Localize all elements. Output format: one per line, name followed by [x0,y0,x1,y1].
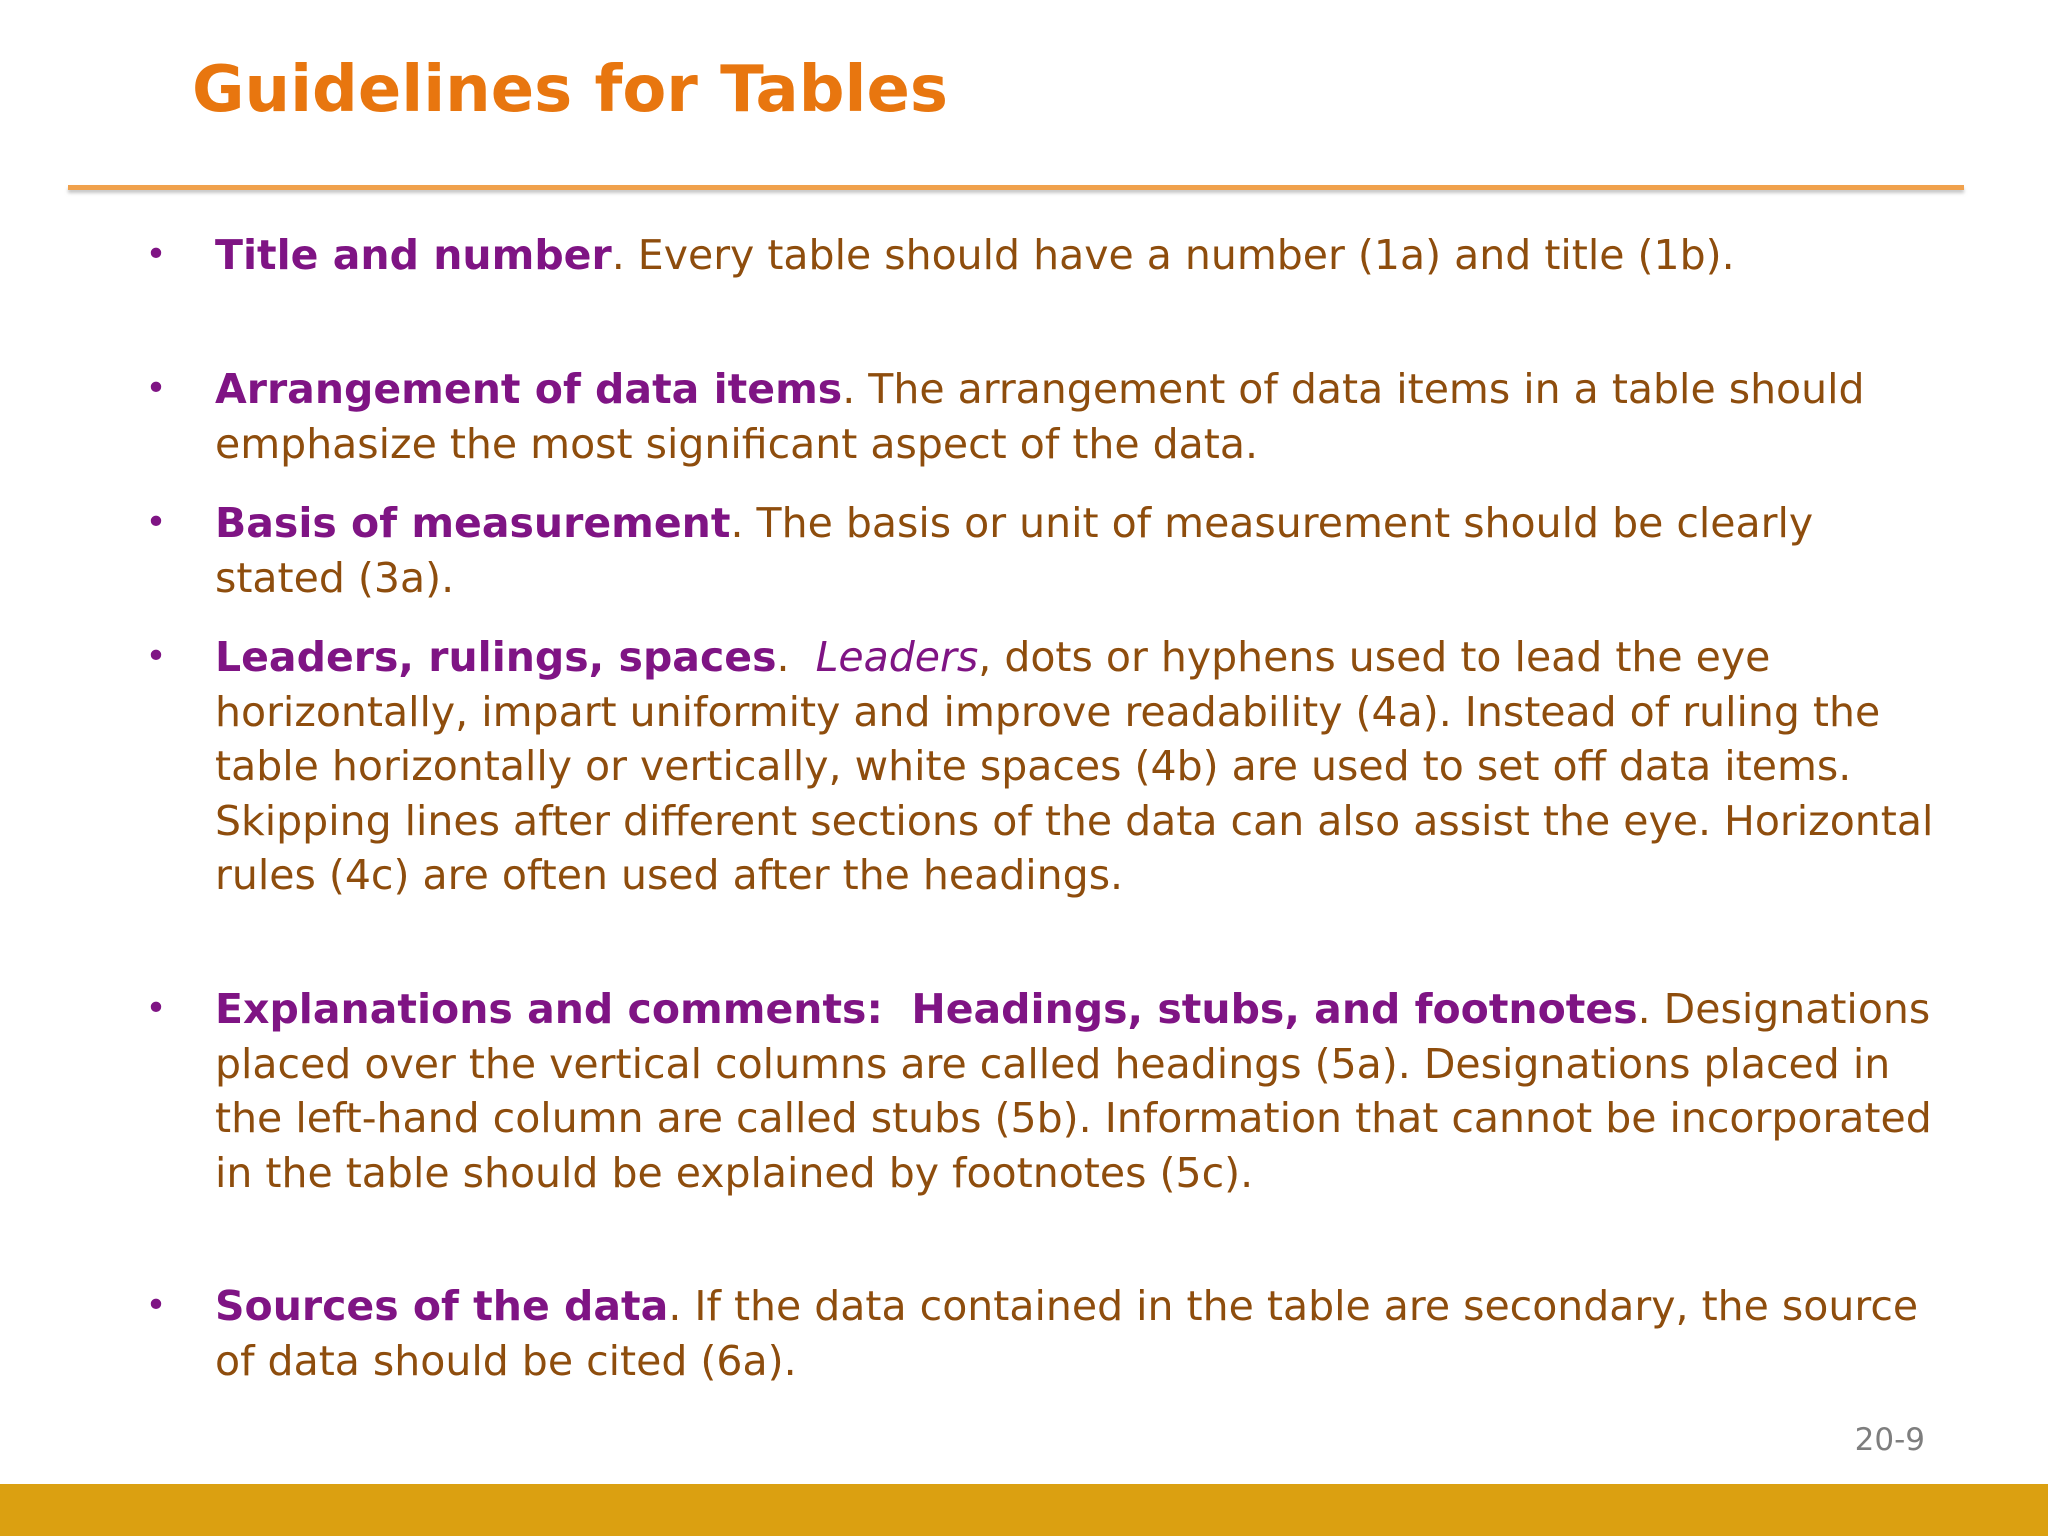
bullet-heading: Explanations and comments: Headings, stubs, and footnotes [215,985,1638,1033]
bullet-term: Leaders [815,633,979,681]
bullet-text: If the data contained in the table are secondary, the source of data should be cited (6a). [215,1282,1919,1385]
bullet-text: The basis or unit of measurement should be clearly stated (3a). [215,499,1814,602]
footer-bar [0,1484,2048,1536]
bullet-separator: . [668,1282,682,1330]
bullet-dot-icon: • [145,368,167,409]
bullet-separator: . [730,499,744,547]
bullet-arrangement-of-data-items [145,362,1935,471]
bullet-text: , dots or hyphens used to lead the eye horizontally, impart uniformity and improve readability (4a). Instead of ruling the table horizontally or vertically, white spaces (4b) are used to set off data items. Skipping lines after different sections of the data can also assist the eye. Horizontal rules (4c) are often used after the headings. [215,633,1934,899]
bullet-explanations-and-comments [145,982,1935,1200]
bullet-separator: . [842,365,856,413]
bullet-dot-icon: • [145,636,167,677]
bullet-sources-of-the-data [145,1279,1935,1388]
bullet-leaders-rulings-spaces [145,630,1935,903]
bullet-heading: Leaders, rulings, spaces [215,633,777,681]
bullet-heading: Arrangement of data items [215,365,843,413]
bullet-title-and-number [145,228,1935,283]
bullet-dot-icon: • [145,988,167,1029]
bullet-heading: Title and number [215,231,612,279]
bullet-basis-of-measurement [145,496,1935,605]
bullet-text: Designations placed over the vertical columns are called headings (5a). Designations placed in the left-hand column are called stubs (5b). Information that cannot be incorporated in the table should be explained by footnotes (5c). [215,985,1932,1197]
bullet-heading: Basis of measurement [215,499,731,547]
bullet-dot-icon: • [145,502,167,543]
bullet-separator: . [776,633,816,681]
bullet-text: Every table should have a number (1a) and title (1b). [624,231,1735,279]
slide-title: Guidelines for Tables [192,53,948,127]
bullet-text: The arrangement of data items in a table should emphasize the most significant aspect of the data. [215,365,1865,468]
bullet-dot-icon: • [145,234,167,275]
bullet-separator: . [611,231,625,279]
bullet-separator: . [1637,985,1651,1033]
bullet-dot-icon: • [145,1285,167,1326]
page-number: 20-9 [1854,1422,1925,1458]
bullet-heading: Sources of the data [215,1282,669,1330]
